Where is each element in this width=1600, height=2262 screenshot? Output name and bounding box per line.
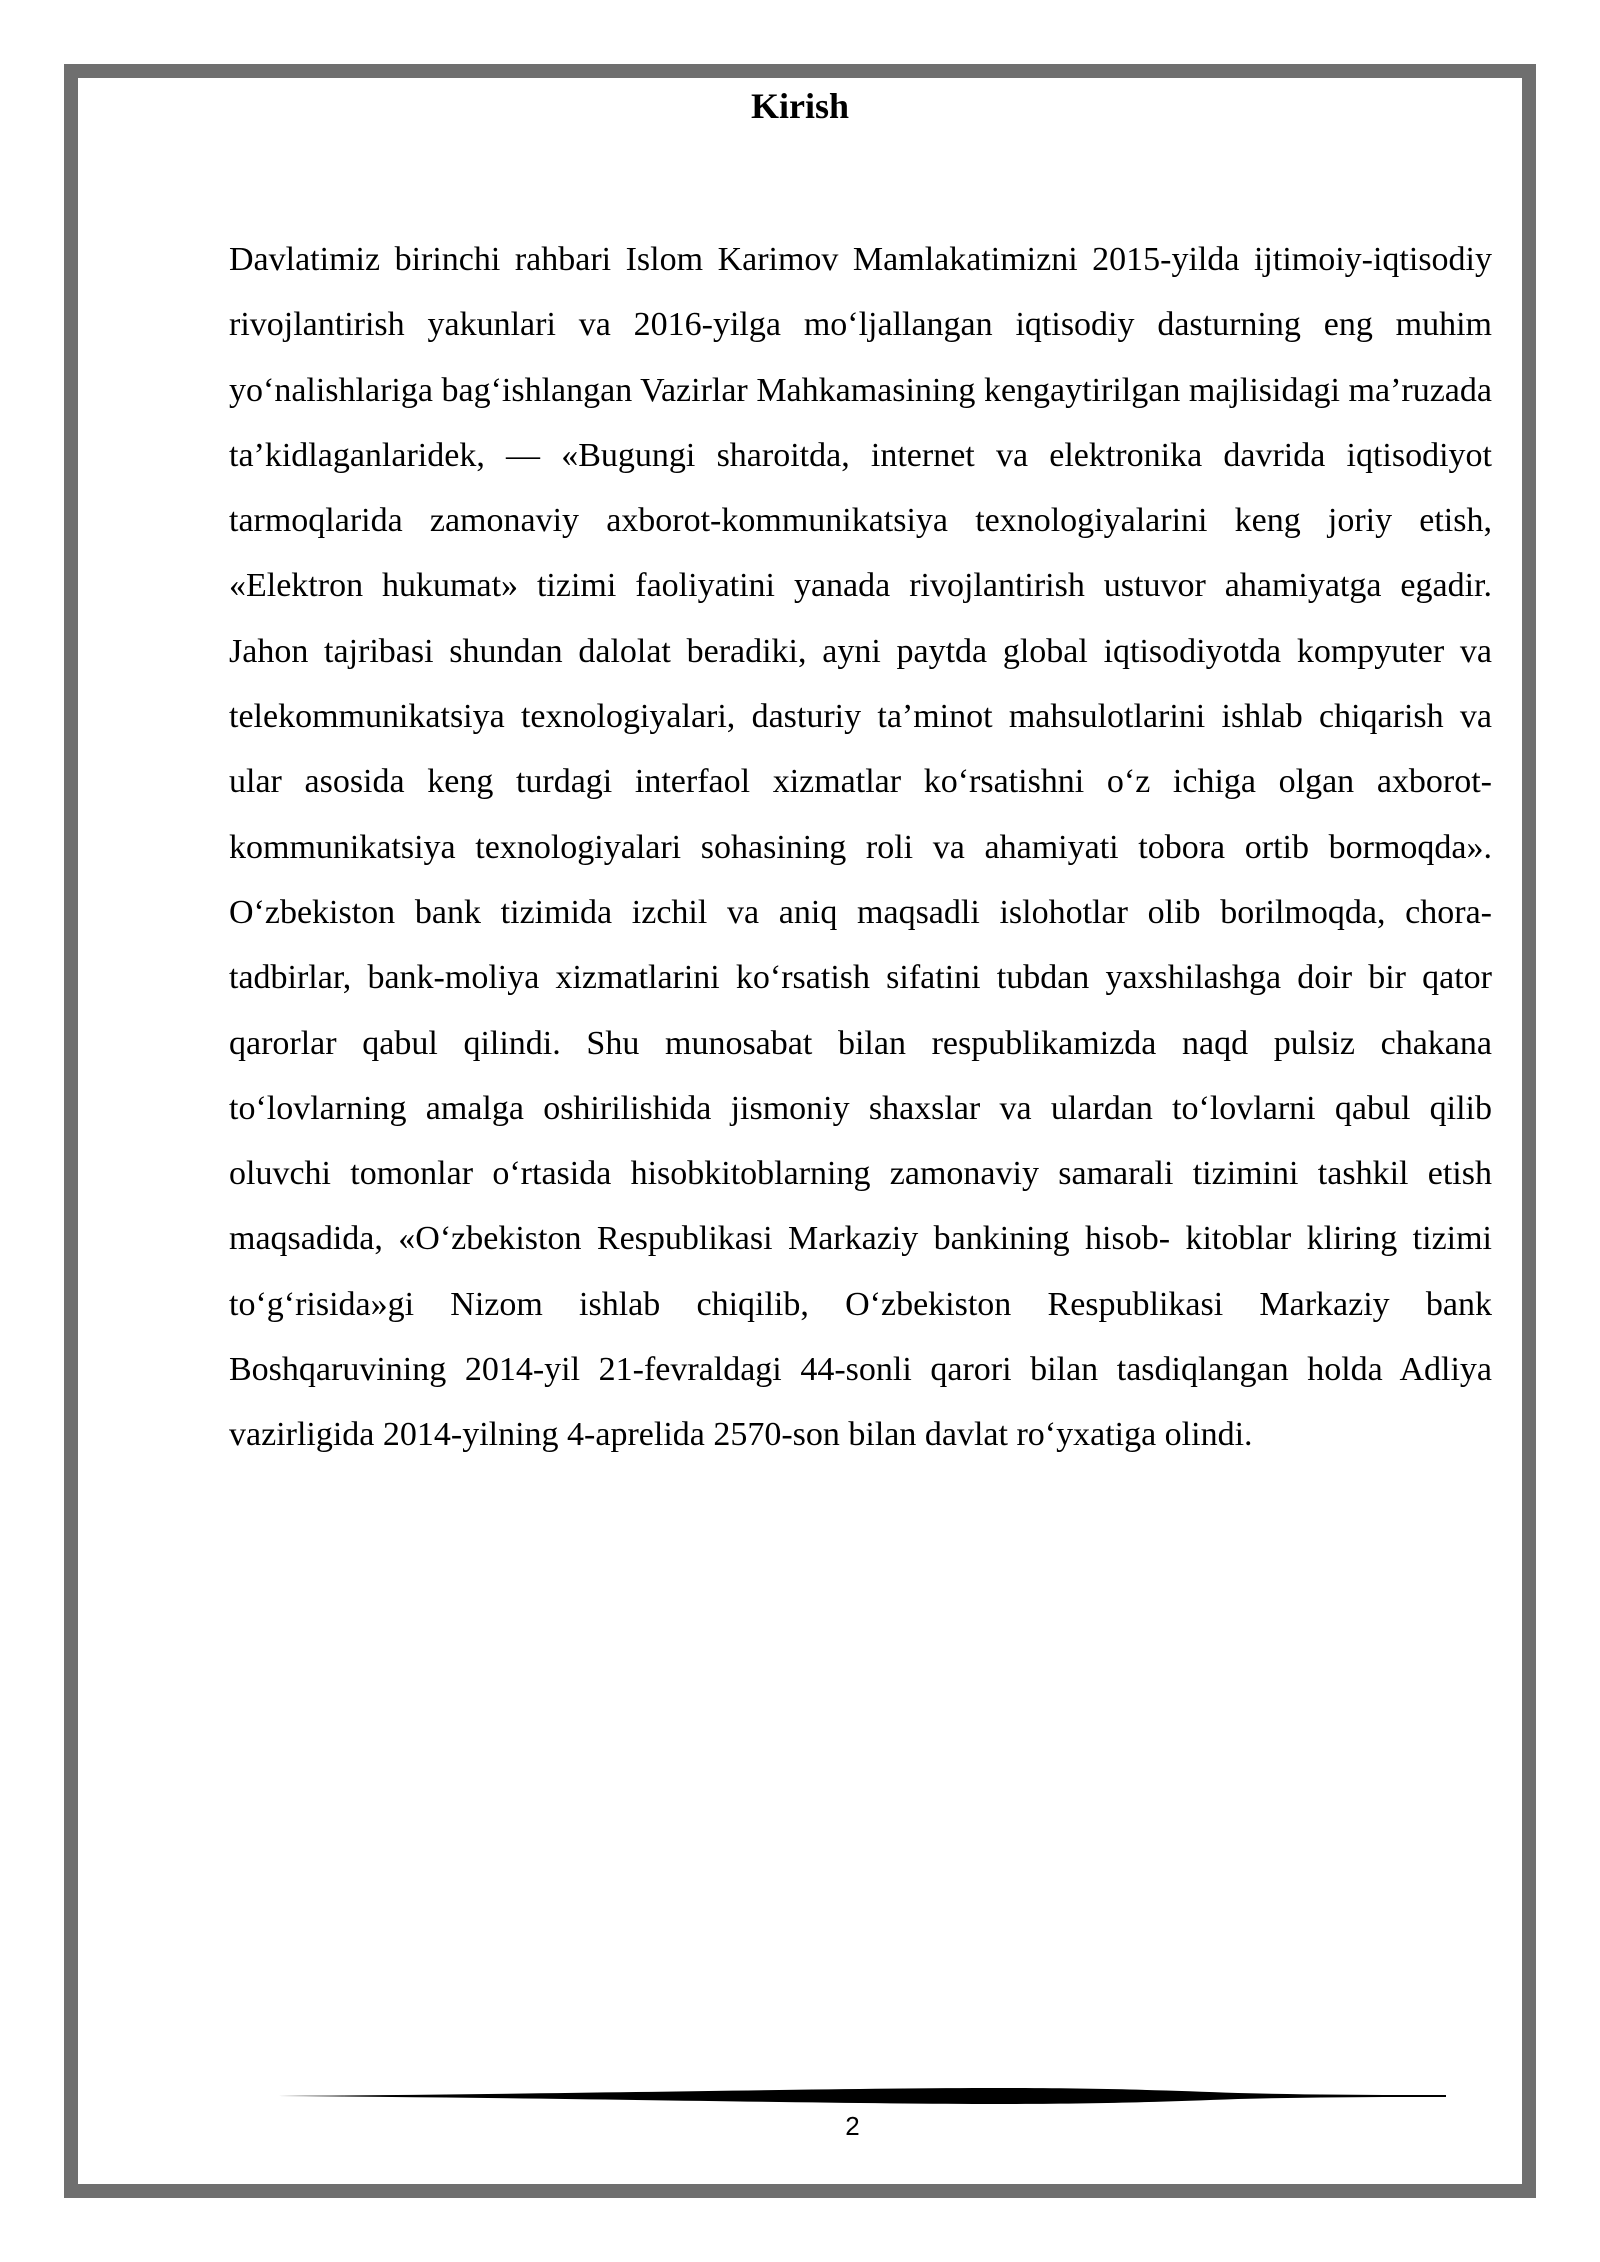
page-number: 2 xyxy=(845,2111,860,2141)
footer-divider xyxy=(278,2085,1446,2107)
body-paragraph: Davlatimiz birinchi rahbari Islom Karimov Mamlakatimizni 2015-yilda ijtimoiy-iqtisodiy rivojlantirish yakunlari va 2016-yilga mo‘ljallangan iqtisodiy dasturning eng muhim yo‘nalishlariga bag‘ishlangan Vazirlar Mahkamasining kengaytirilgan majlisidagi ma’ruzada ta’kidlaganlaridek, — «Bugungi sharoitda, internet va elektronika davrida iqtisodiyot tarmoqlarida zamonaviy axborot-kommunikatsiya texnologiyalarini keng joriy etish, «Elektron hukumat» tizimi faoliyatini yanada rivojlantirish ustuvor ahamiyatga egadir. Jahon tajribasi shundan dalolat beradiki, ayni paytda global iqtisodiyotda kompyuter va telekommunikatsiya texnologiyalari, dasturiy ta’minot mahsulotlarini ishlab chiqarish va ular asosida keng turdagi interfaol xizmatlar ko‘rsatishni o‘z ichiga olgan axborot-kommunikatsiya texnologiyalari sohasining roli va ahamiyati tobora ortib bormoqda». O‘zbekiston bank tizimida izchil va aniq maqsadli islohotlar olib borilmoqda, chora-tadbirlar, bank-moliya xizmatlarini ko‘rsatish sifatini tubdan yaxshilashga doir bir qator qarorlar qabul qilindi. Shu munosabat bilan respublikamizda naqd pulsiz chakana to‘lovlarning amalga oshirilishida jismoniy shaxslar va ulardan to‘lovlarni qabul qilib oluvchi tomonlar o‘rtasida hisobkitoblarning zamonaviy samarali tizimini tashkil etish maqsadida, «O‘zbekiston Respublikasi Markaziy bankining hisob- kitoblar kliring tizimi to‘g‘risida»gi Nizom ishlab chiqilib, O‘zbekiston Respublikasi Markaziy bank Boshqaruvining 2014-yil 21-fevraldagi 44-sonli qarori bilan tasdiqlangan holda Adliya vazirligida 2014-yilning 4-aprelida 2570-son bilan davlat ro‘yxatiga olindi. xyxy=(229,241,1492,1454)
page-title: Kirish xyxy=(750,86,849,126)
